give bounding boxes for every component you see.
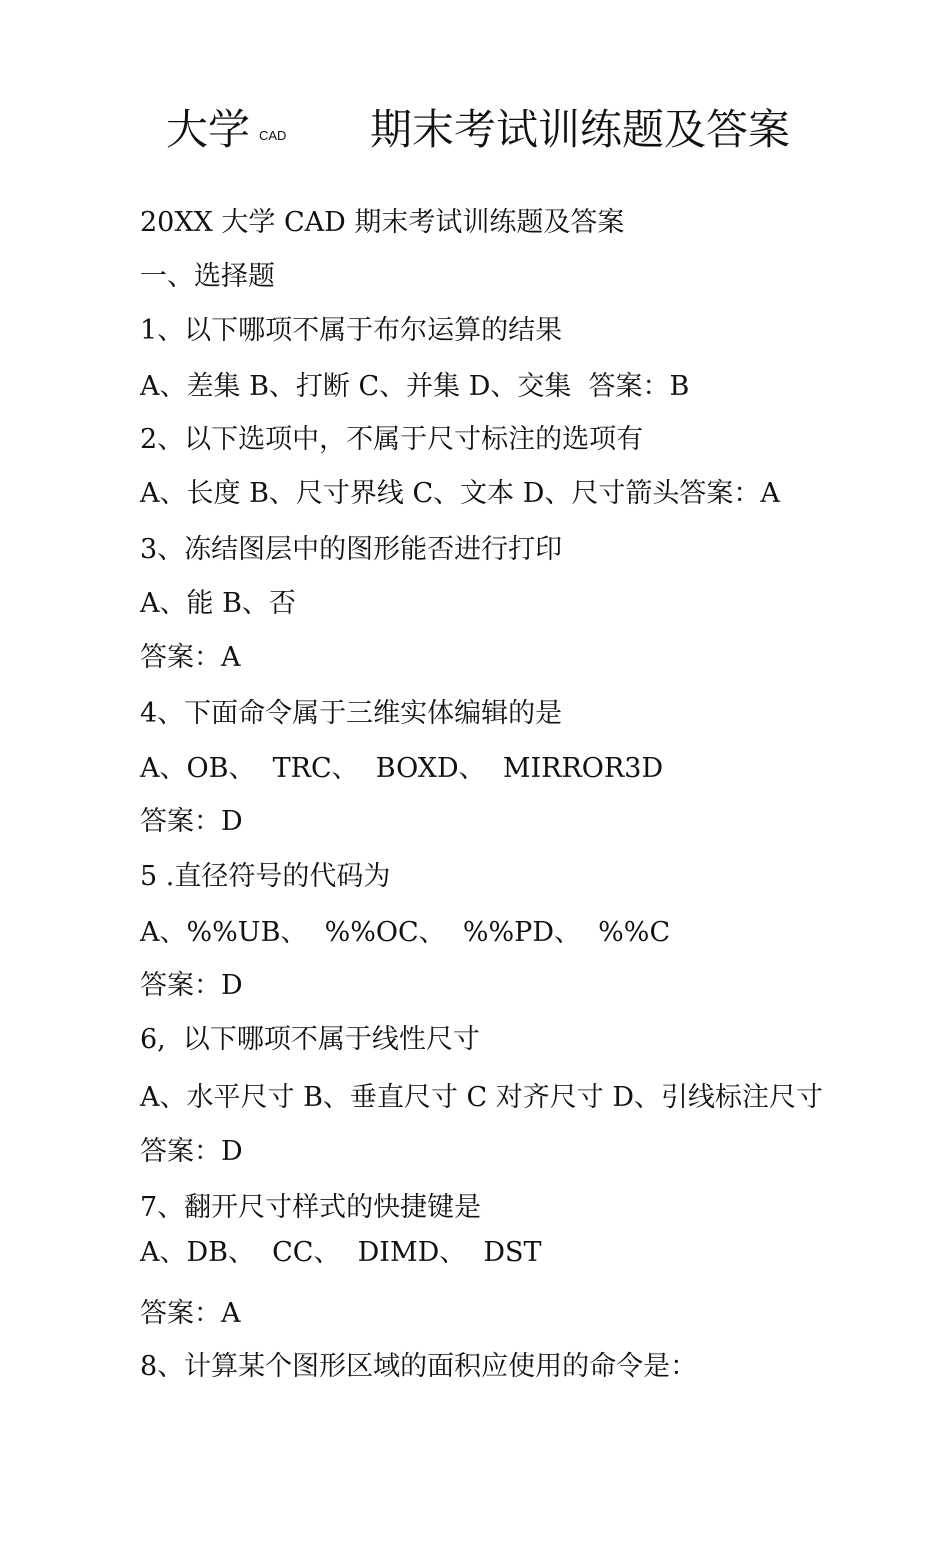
- title-cad: CAD: [259, 128, 287, 143]
- question-6-options: A、水平尺寸 B、垂直尺寸 C 对齐尺寸 D、引线标注尺寸: [140, 1082, 823, 1113]
- question-3: 3、冻结图层中的图形能否进行打印: [140, 534, 563, 565]
- title-part2: 期末考试训练题及答案: [370, 105, 791, 154]
- subtitle-line: 20XX 大学 CAD 期末考试训练题及答案: [140, 207, 625, 238]
- question-3-answer: 答案：A: [140, 642, 241, 673]
- question-8: 8、计算某个图形区域的面积应使用的命令是：: [140, 1351, 698, 1382]
- question-5: 5 .直径符号的代码为: [140, 861, 391, 892]
- question-7: 7、翻开尺寸样式的快捷键是: [140, 1192, 482, 1223]
- question-5-answer: 答案：D: [140, 970, 243, 1001]
- question-6: 6, 以下哪项不属于线性尺寸: [140, 1024, 480, 1055]
- document-title: [0, 100, 950, 160]
- question-4-options: A、OB、 TRC、 BOXD、 MIRROR3D: [140, 753, 664, 784]
- question-4: 4、下面命令属于三维实体编辑的是: [140, 698, 563, 729]
- question-7-options: A、DB、 CC、 DIMD、 DST: [140, 1237, 542, 1268]
- section-heading: 一、选择题: [140, 261, 275, 292]
- question-1: 1、以下哪项不属于布尔运算的结果: [140, 315, 563, 346]
- question-1-options: A、差集 B、打断 C、并集 D、交集 答案：B: [140, 371, 690, 402]
- question-2-options: A、长度 B、尺寸界线 C、文本 D、尺寸箭头答案：A: [140, 478, 780, 509]
- question-5-options: A、%%UB、 %%OC、 %%PD、 %%C: [140, 917, 671, 948]
- question-6-answer: 答案：D: [140, 1136, 243, 1167]
- question-3-options: A、能 B、否: [140, 588, 296, 619]
- title-part1: 大学: [166, 105, 251, 154]
- question-4-answer: 答案：D: [140, 806, 243, 837]
- question-2: 2、以下选项中，不属于尺寸标注的选项有: [140, 424, 644, 455]
- question-7-answer: 答案：A: [140, 1298, 241, 1329]
